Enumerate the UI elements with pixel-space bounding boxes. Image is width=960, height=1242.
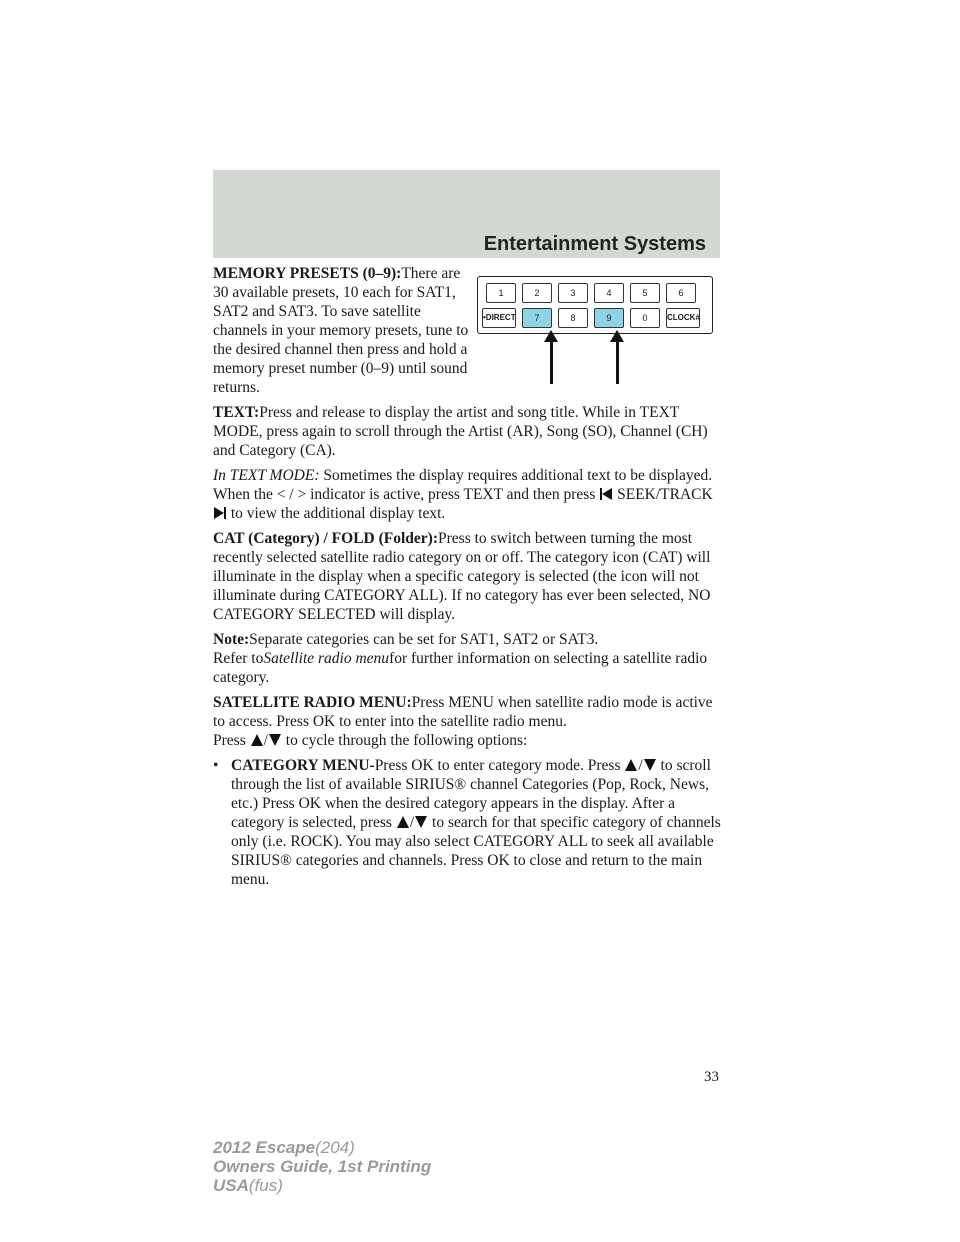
footer-line-guide: Owners Guide, 1st Printing [213, 1157, 432, 1176]
keypad-panel [477, 276, 713, 334]
arrow-down-icon [414, 815, 428, 829]
note-paragraph: Note:Separate categories can be set for SAT1, SAT2 or SAT3. Refer toSatellite radio menufor further information on selecting a satellite radio category. [213, 631, 708, 686]
key-1: 1 [486, 283, 516, 303]
arrow-down-icon [268, 733, 282, 747]
category-folder-paragraph: CAT (Category) / FOLD (Folder):Press to switch between turning the most recently selected satellite radio category on or off. The category icon (CAT) will illuminate in the display when a specific category is selected (the icon will not illuminate during CATEGORY ALL). If no category has ever been selected, NO CATEGORY SELECTED will display. [213, 530, 711, 623]
document-footer [213, 1138, 431, 1195]
arrow-up-icon [550, 340, 553, 384]
key-7: 7 [522, 308, 552, 328]
key-clock: CLOCK# [666, 308, 700, 328]
footer-line-market: USA(fus) [213, 1176, 283, 1195]
seek-forward-icon [213, 506, 227, 520]
key-9: 9 [594, 308, 624, 328]
seek-back-icon [599, 487, 613, 501]
key-direct: •DIRECT [482, 308, 516, 328]
arrow-up-icon [616, 340, 619, 384]
arrow-up-icon [396, 815, 410, 829]
key-8: 8 [558, 308, 588, 328]
page-content [213, 264, 723, 895]
category-menu-item: • CATEGORY MENU-Press OK to enter category mode. Press / to scroll through the list of available SIRIUS® channel Categories (Pop, Rock, News, etc.) Press OK when the desired category appears in the display. After a category is selected, press / to search for that specific category of channels only (i.e. ROCK). You may also select CATEGORY ALL to seek all available SIRIUS® categories and channels. Press OK to close and return to the main menu. [213, 757, 721, 888]
key-4: 4 [594, 283, 624, 303]
satellite-radio-menu-paragraph: SATELLITE RADIO MENU:Press MENU when satellite radio mode is active to access. Press OK to enter into the satellite radio menu. Press / to cycle through the following options: [213, 694, 713, 749]
page-number: 33 [704, 1069, 719, 1085]
section-title: Entertainment Systems [483, 233, 706, 255]
key-3: 3 [558, 283, 588, 303]
arrow-up-icon [250, 733, 264, 747]
text-mode-paragraph: In TEXT MODE: Sometimes the display requires additional text to be displayed. When the < / > indicator is active, press TEXT and then press SEEK/TRACK to view the additional display text. [213, 467, 713, 522]
key-2: 2 [522, 283, 552, 303]
key-6: 6 [666, 283, 696, 303]
key-0: 0 [630, 308, 660, 328]
memory-presets-paragraph: MEMORY PRESETS (0–9):There are 30 available presets, 10 each for SAT1, SAT2 and SAT3. To save satellite channels in your memory presets, tune to the desired channel then press and hold a memory preset number (0–9) until sound returns. [213, 265, 469, 396]
footer-line-model: 2012 Escape(204) [213, 1138, 355, 1157]
preset-keypad-illustration [477, 276, 713, 388]
key-5: 5 [630, 283, 660, 303]
header-band [213, 170, 720, 258]
arrow-down-icon [643, 758, 657, 772]
arrow-up-icon [624, 758, 638, 772]
text-paragraph: TEXT:Press and release to display the artist and song title. While in TEXT MODE, press again to scroll through the Artist (AR), Song (SO), Channel (CH) and Category (CA). [213, 404, 708, 459]
